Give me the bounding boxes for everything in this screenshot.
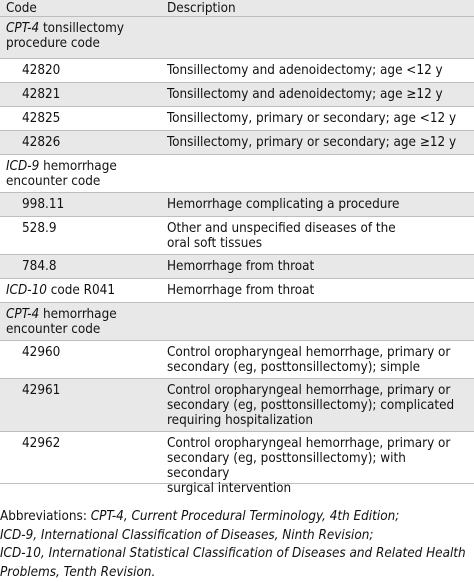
row-description: Control oropharyngeal hemorrhage, primary or secondary (eg, posttonsillectomy); simple (167, 345, 451, 375)
row-description: Tonsillectomy, primary or secondary; age ≥12 y (167, 135, 457, 150)
row-code: 42821 (22, 87, 61, 102)
row-description: Hemorrhage from throat (167, 283, 315, 298)
row-code: 42820 (22, 63, 61, 78)
row-code: 42826 (22, 135, 61, 150)
section-cpt4-tonsillectomy (0, 17, 474, 59)
row-code: 784.8 (22, 259, 57, 274)
row-code: 42960 (22, 345, 61, 360)
table-row (0, 217, 474, 255)
table-row (0, 107, 474, 131)
abbreviations-note: Abbreviations: CPT-4, Current Procedural Terminology, 4th Edition; ICD-9, International Classification of Diseases, Ninth Revision; ICD-10, International Statistical Classification of Diseases and Related Health Problems, Tenth Revision. (0, 509, 466, 580)
header-code: Code (6, 0, 37, 16)
table-row (0, 131, 474, 155)
row-description: Control oropharyngeal hemorrhage, primary or secondary (eg, posttonsillectomy); complicated requiring hospitalization (167, 383, 455, 428)
row-description: Tonsillectomy and adenoidectomy; age <12 y (167, 63, 443, 78)
row-description: Tonsillectomy and adenoidectomy; age ≥12 y (167, 87, 443, 102)
row-code: 42825 (22, 111, 61, 126)
section-title: ICD-9 hemorrhage encounter code (6, 159, 117, 189)
section-title: CPT-4 hemorrhage encounter code (6, 307, 117, 337)
section-icd9-hemorrhage (0, 155, 474, 193)
table-row (0, 379, 474, 432)
table-row (0, 432, 474, 496)
table-row (0, 193, 474, 217)
table-row (0, 255, 474, 279)
section-title: CPT-4 tonsillectomy procedure code (6, 21, 125, 51)
table-header (0, 0, 474, 17)
row-code: 42962 (22, 436, 61, 451)
header-description: Description (167, 0, 236, 16)
row-code: 528.9 (22, 221, 57, 236)
row-description: Other and unspecified diseases of the oral soft tissues (167, 221, 396, 251)
table-row (0, 59, 474, 83)
row-description: Hemorrhage complicating a procedure (167, 197, 400, 212)
row-code: 998.11 (22, 197, 65, 212)
row-code: 42961 (22, 383, 61, 398)
table-row (0, 83, 474, 107)
section-title: ICD-10 code R041 (6, 283, 115, 298)
row-description: Tonsillectomy, primary or secondary; age <12 y (167, 111, 457, 126)
table-row (0, 341, 474, 379)
row-description: Hemorrhage from throat (167, 259, 315, 274)
row-description: Control oropharyngeal hemorrhage, primary or secondary (eg, posttonsillectomy); with secondary surgical intervention (167, 436, 451, 496)
section-icd10 (0, 279, 474, 303)
section-cpt4-hemorrhage (0, 303, 474, 341)
